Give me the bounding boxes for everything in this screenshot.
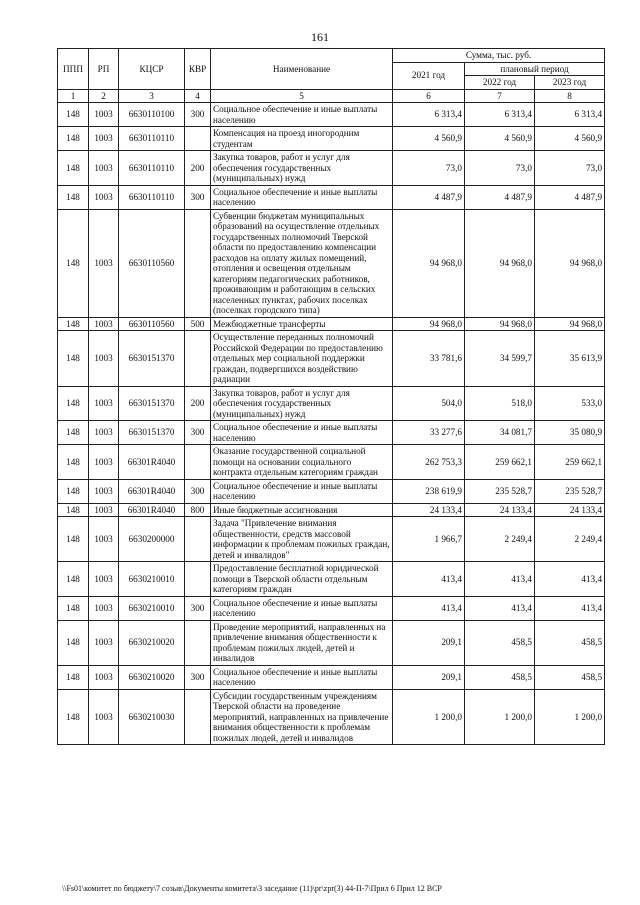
- cell-name: Предоставление бесплатной юридической помощи в Тверской области отдельным категориям граждан: [211, 562, 393, 597]
- cell-kcsr: 66301R4040: [119, 503, 185, 517]
- cell-rp: 1003: [89, 665, 119, 689]
- cell-2022: 94 968,0: [465, 317, 535, 331]
- cell-2022: 235 528,7: [465, 479, 535, 503]
- cell-rp: 1003: [89, 151, 119, 186]
- header-sum: Сумма, тыс. руб.: [393, 49, 605, 63]
- cell-rp: 1003: [89, 517, 119, 562]
- cell-2022: 94 968,0: [465, 209, 535, 317]
- table-row: [58, 317, 605, 331]
- cell-2021: 94 968,0: [393, 209, 465, 317]
- cell-ppp: 148: [58, 479, 89, 503]
- cell-2022: 458,5: [465, 620, 535, 665]
- table-row: [58, 665, 605, 689]
- cell-name: Социальное обеспечение и иные выплаты населению: [211, 665, 393, 689]
- cell-rp: 1003: [89, 479, 119, 503]
- cell-rp: 1003: [89, 689, 119, 745]
- cell-rp: 1003: [89, 331, 119, 387]
- cell-ppp: 148: [58, 386, 89, 421]
- cell-name: Субсидии государственным учреждениям Тверской области на проведение мероприятий, направленных на привлечение внимания общественности к проблемам пожилых людей, детей и инвалидов: [211, 689, 393, 745]
- column-number: 6: [393, 89, 465, 103]
- cell-kcsr: 6630200000: [119, 517, 185, 562]
- cell-kvr: 800: [185, 503, 211, 517]
- cell-kvr: 500: [185, 317, 211, 331]
- cell-kcsr: 6630110560: [119, 209, 185, 317]
- table-row: [58, 103, 605, 127]
- cell-2023: 413,4: [535, 562, 605, 597]
- cell-2021: 238 619,9: [393, 479, 465, 503]
- cell-ppp: 148: [58, 562, 89, 597]
- table-row: [58, 386, 605, 421]
- cell-2023: 458,5: [535, 665, 605, 689]
- header-rp: РП: [89, 49, 119, 90]
- cell-2021: 413,4: [393, 562, 465, 597]
- cell-kvr: [185, 331, 211, 387]
- table-row: [58, 421, 605, 445]
- cell-rp: 1003: [89, 317, 119, 331]
- column-number: 2: [89, 89, 119, 103]
- cell-ppp: 148: [58, 620, 89, 665]
- cell-2022: 34 599,7: [465, 331, 535, 387]
- cell-name: Субвенции бюджетам муниципальных образований на осуществление отдельных государственных полномочий Тверской области по предоставлению компенсации расходов на оплату жилых помещений, отопления и освещения отдельным категориям педагогических работников, проживающим и работающим в сельских населенных пунктах, рабочих поселках (поселках городского типа): [211, 209, 393, 317]
- cell-2021: 209,1: [393, 620, 465, 665]
- cell-rp: 1003: [89, 445, 119, 480]
- table-row: [58, 620, 605, 665]
- column-number-row: [58, 89, 605, 103]
- cell-2023: 6 313,4: [535, 103, 605, 127]
- cell-rp: 1003: [89, 503, 119, 517]
- cell-name: Проведение мероприятий, направленных на привлечение внимания общественности к проблемам пожилых людей, детей и инвалидов: [211, 620, 393, 665]
- header-year-2021: 2021 год: [393, 62, 465, 89]
- cell-2021: 262 753,3: [393, 445, 465, 480]
- table-row: [58, 331, 605, 387]
- cell-kcsr: 6630110560: [119, 317, 185, 331]
- cell-2021: 4 560,9: [393, 127, 465, 151]
- header-kvr: КВР: [185, 49, 211, 90]
- cell-2022: 413,4: [465, 596, 535, 620]
- cell-ppp: 148: [58, 151, 89, 186]
- cell-name: Социальное обеспечение и иные выплаты населению: [211, 479, 393, 503]
- cell-rp: 1003: [89, 103, 119, 127]
- page-number: 161: [311, 30, 329, 44]
- cell-2023: 4 560,9: [535, 127, 605, 151]
- header-name: Наименование: [211, 49, 393, 90]
- cell-kcsr: 6630110100: [119, 103, 185, 127]
- cell-kcsr: 6630110110: [119, 185, 185, 209]
- cell-kvr: 200: [185, 386, 211, 421]
- table-row: [58, 596, 605, 620]
- cell-2021: 1 966,7: [393, 517, 465, 562]
- cell-2022: 4 487,9: [465, 185, 535, 209]
- cell-kvr: [185, 517, 211, 562]
- cell-2021: 24 133,4: [393, 503, 465, 517]
- header-year-2023: 2023 год: [535, 76, 605, 90]
- cell-kvr: [185, 127, 211, 151]
- table-row: [58, 689, 605, 745]
- cell-kvr: 200: [185, 151, 211, 186]
- cell-kcsr: 6630110110: [119, 127, 185, 151]
- column-number: 4: [185, 89, 211, 103]
- footer-file-path: \\Fs01\комитет по бюджету\7 созыв\Документы комитета\3 заседание (11)\pr\zpr(3) 44-П-7\Прил 6 Прил 12 ВСР: [62, 884, 442, 893]
- table-row: [58, 503, 605, 517]
- cell-kvr: 300: [185, 103, 211, 127]
- cell-name: Социальное обеспечение и иные выплаты населению: [211, 421, 393, 445]
- cell-2021: 6 313,4: [393, 103, 465, 127]
- cell-kcsr: 6630210010: [119, 596, 185, 620]
- cell-kcsr: 6630210010: [119, 562, 185, 597]
- cell-ppp: 148: [58, 665, 89, 689]
- cell-ppp: 148: [58, 517, 89, 562]
- cell-2023: 94 968,0: [535, 209, 605, 317]
- cell-2023: 73,0: [535, 151, 605, 186]
- cell-kvr: [185, 620, 211, 665]
- header-kcsr: КЦСР: [119, 49, 185, 90]
- header-planned-period: плановый период: [465, 62, 605, 76]
- cell-kvr: 300: [185, 596, 211, 620]
- cell-2023: 235 528,7: [535, 479, 605, 503]
- cell-rp: 1003: [89, 562, 119, 597]
- cell-name: Оказание государственной социальной помощи на основании социального контракта отдельным категориям граждан: [211, 445, 393, 480]
- table-body: [58, 103, 605, 745]
- cell-kcsr: 6630210030: [119, 689, 185, 745]
- cell-ppp: 148: [58, 689, 89, 745]
- cell-ppp: 148: [58, 185, 89, 209]
- cell-rp: 1003: [89, 596, 119, 620]
- cell-2021: 33 781,6: [393, 331, 465, 387]
- cell-ppp: 148: [58, 331, 89, 387]
- cell-rp: 1003: [89, 127, 119, 151]
- table-row: [58, 562, 605, 597]
- cell-2023: 458,5: [535, 620, 605, 665]
- cell-2023: 24 133,4: [535, 503, 605, 517]
- cell-kcsr: 6630151370: [119, 421, 185, 445]
- cell-rp: 1003: [89, 209, 119, 317]
- cell-2023: 259 662,1: [535, 445, 605, 480]
- cell-2022: 6 313,4: [465, 103, 535, 127]
- table-row: [58, 127, 605, 151]
- cell-name: Компенсация на проезд иногородним студентам: [211, 127, 393, 151]
- cell-kvr: 300: [185, 421, 211, 445]
- cell-2021: 1 200,0: [393, 689, 465, 745]
- table-row: [58, 445, 605, 480]
- cell-kcsr: 66301R4040: [119, 445, 185, 480]
- cell-2022: 73,0: [465, 151, 535, 186]
- header-year-2022: 2022 год: [465, 76, 535, 90]
- cell-ppp: 148: [58, 503, 89, 517]
- column-number: 1: [58, 89, 89, 103]
- cell-kvr: [185, 445, 211, 480]
- cell-2023: 2 249,4: [535, 517, 605, 562]
- cell-2022: 413,4: [465, 562, 535, 597]
- table-row: [58, 209, 605, 317]
- cell-rp: 1003: [89, 386, 119, 421]
- cell-2022: 24 133,4: [465, 503, 535, 517]
- cell-name: Задача "Привлечение внимания общественности, средств массовой информации к проблемам пожилых граждан, детей и инвалидов": [211, 517, 393, 562]
- column-number: 8: [535, 89, 605, 103]
- cell-2022: 2 249,4: [465, 517, 535, 562]
- column-number: 5: [211, 89, 393, 103]
- cell-2022: 4 560,9: [465, 127, 535, 151]
- column-number: 3: [119, 89, 185, 103]
- cell-kcsr: 6630210020: [119, 665, 185, 689]
- cell-2021: 413,4: [393, 596, 465, 620]
- cell-ppp: 148: [58, 127, 89, 151]
- cell-kcsr: 6630210020: [119, 620, 185, 665]
- table-row: [58, 151, 605, 186]
- cell-name: Социальное обеспечение и иные выплаты населению: [211, 103, 393, 127]
- cell-name: Закупка товаров, работ и услуг для обеспечения государственных (муниципальных) нужд: [211, 386, 393, 421]
- cell-2023: 4 487,9: [535, 185, 605, 209]
- cell-kvr: 300: [185, 479, 211, 503]
- cell-kvr: 300: [185, 185, 211, 209]
- cell-ppp: 148: [58, 317, 89, 331]
- cell-name: Иные бюджетные ассигнования: [211, 503, 393, 517]
- cell-2021: 94 968,0: [393, 317, 465, 331]
- table-row: [58, 517, 605, 562]
- cell-kvr: [185, 689, 211, 745]
- cell-2021: 504,0: [393, 386, 465, 421]
- cell-kvr: 300: [185, 665, 211, 689]
- column-number: 7: [465, 89, 535, 103]
- cell-kvr: [185, 209, 211, 317]
- cell-rp: 1003: [89, 620, 119, 665]
- cell-2022: 34 081,7: [465, 421, 535, 445]
- cell-2023: 94 968,0: [535, 317, 605, 331]
- cell-2021: 209,1: [393, 665, 465, 689]
- cell-2022: 458,5: [465, 665, 535, 689]
- cell-name: Осуществление переданных полномочий Российской Федерации по предоставлению отдельных мер социальной поддержки граждан, подвергшихся воздействию радиации: [211, 331, 393, 387]
- cell-2023: 413,4: [535, 596, 605, 620]
- cell-rp: 1003: [89, 185, 119, 209]
- cell-2021: 73,0: [393, 151, 465, 186]
- budget-table: [57, 48, 605, 745]
- cell-name: Социальное обеспечение и иные выплаты населению: [211, 596, 393, 620]
- cell-kcsr: 66301R4040: [119, 479, 185, 503]
- cell-ppp: 148: [58, 596, 89, 620]
- cell-name: Межбюджетные трансферты: [211, 317, 393, 331]
- cell-name: Закупка товаров, работ и услуг для обеспечения государственных (муниципальных) нужд: [211, 151, 393, 186]
- table-row: [58, 479, 605, 503]
- cell-name: Социальное обеспечение и иные выплаты населению: [211, 185, 393, 209]
- cell-ppp: 148: [58, 445, 89, 480]
- cell-kcsr: 6630110110: [119, 151, 185, 186]
- header-ppp: ППП: [58, 49, 89, 90]
- cell-kcsr: 6630151370: [119, 386, 185, 421]
- cell-ppp: 148: [58, 209, 89, 317]
- cell-2022: 518,0: [465, 386, 535, 421]
- cell-2023: 35 080,9: [535, 421, 605, 445]
- cell-2022: 259 662,1: [465, 445, 535, 480]
- cell-2021: 33 277,6: [393, 421, 465, 445]
- cell-kcsr: 6630151370: [119, 331, 185, 387]
- cell-2022: 1 200,0: [465, 689, 535, 745]
- cell-ppp: 148: [58, 421, 89, 445]
- table-row: [58, 185, 605, 209]
- cell-ppp: 148: [58, 103, 89, 127]
- cell-2023: 533,0: [535, 386, 605, 421]
- cell-2021: 4 487,9: [393, 185, 465, 209]
- table-header: [58, 49, 605, 103]
- cell-rp: 1003: [89, 421, 119, 445]
- cell-kvr: [185, 562, 211, 597]
- cell-2023: 1 200,0: [535, 689, 605, 745]
- cell-2023: 35 613,9: [535, 331, 605, 387]
